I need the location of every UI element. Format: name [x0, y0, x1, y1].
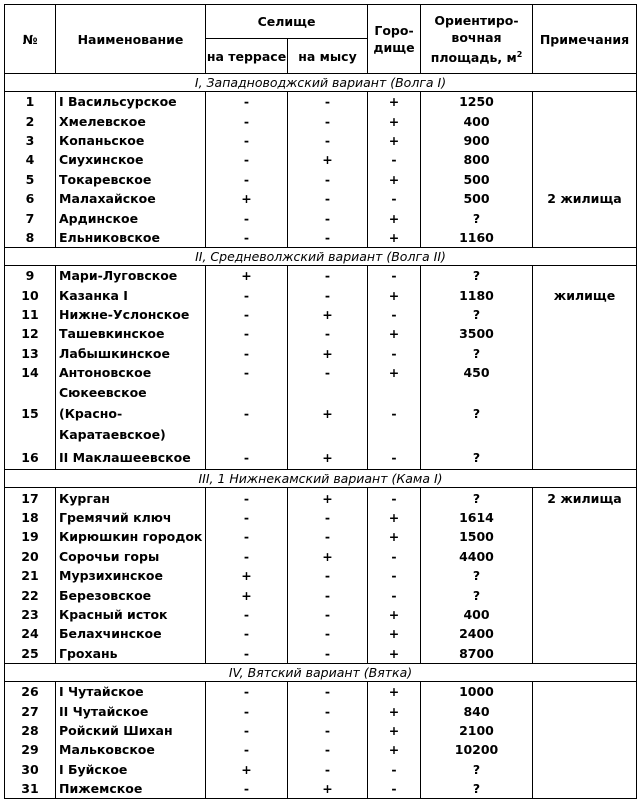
- cell-name: Пижемское: [56, 779, 206, 799]
- cell-cape: +: [288, 150, 368, 169]
- cell-area: ?: [421, 305, 533, 324]
- cell-fort: +: [368, 624, 421, 643]
- table-row: [5, 363, 637, 382]
- cell-num: 27: [5, 701, 56, 720]
- cell-terrace: +: [206, 760, 288, 779]
- cell-note: [533, 605, 637, 624]
- cell-num: 26: [5, 681, 56, 701]
- cell-cape: -: [288, 170, 368, 189]
- section-title: IV, Вятский вариант (Вятка): [5, 663, 637, 681]
- cell-fort: +: [368, 228, 421, 248]
- cell-terrace: -: [206, 286, 288, 305]
- cell-area: 800: [421, 150, 533, 169]
- cell-cape: -: [288, 527, 368, 546]
- cell-fort: -: [368, 547, 421, 566]
- table-row: [5, 760, 637, 779]
- settlements-table: [4, 4, 637, 799]
- section-rows: [5, 266, 637, 470]
- cell-fort: -: [368, 382, 421, 445]
- table-row: [5, 266, 637, 286]
- section-rows: [5, 92, 637, 248]
- section-3: [5, 470, 637, 488]
- cell-cape: -: [288, 363, 368, 382]
- cell-name: I Чутайское: [56, 681, 206, 701]
- cell-note: [533, 228, 637, 248]
- cell-terrace: -: [206, 644, 288, 664]
- cell-name: Мальковское: [56, 740, 206, 759]
- cell-num: 25: [5, 644, 56, 664]
- cell-name: Кирюшкин городок: [56, 527, 206, 546]
- cell-terrace: -: [206, 150, 288, 169]
- cell-name: Ройский Шихан: [56, 721, 206, 740]
- cell-name: Мари-Луговское: [56, 266, 206, 286]
- cell-terrace: -: [206, 344, 288, 363]
- cell-cape: -: [288, 740, 368, 759]
- header-fort: [368, 5, 421, 74]
- cell-note: [533, 701, 637, 720]
- cell-area: ?: [421, 779, 533, 799]
- section-title: II, Средневолжский вариант (Волга II): [5, 248, 637, 266]
- cell-name: Хмелевское: [56, 111, 206, 130]
- table-row: [5, 208, 637, 227]
- cell-fort: +: [368, 208, 421, 227]
- cell-fort: +: [368, 131, 421, 150]
- cell-fort: +: [368, 92, 421, 112]
- cell-area: ?: [421, 488, 533, 508]
- cell-fort: +: [368, 111, 421, 130]
- cell-area: 1500: [421, 527, 533, 546]
- header-settlements: Селище: [206, 5, 368, 39]
- table-row: [5, 111, 637, 130]
- cell-terrace: -: [206, 111, 288, 130]
- cell-area: 2400: [421, 624, 533, 643]
- cell-terrace: +: [206, 266, 288, 286]
- cell-area: 1250: [421, 92, 533, 112]
- cell-note: [533, 445, 637, 470]
- cell-num: 21: [5, 566, 56, 585]
- cell-num: 30: [5, 760, 56, 779]
- cell-area: 500: [421, 189, 533, 208]
- cell-fort: -: [368, 189, 421, 208]
- cell-num: 4: [5, 150, 56, 169]
- table-row: [5, 547, 637, 566]
- header-fort-line2: дище: [373, 40, 415, 55]
- cell-area: ?: [421, 344, 533, 363]
- cell-note: [533, 208, 637, 227]
- header-area-line1: Ориентиро-: [434, 12, 519, 28]
- table-row: [5, 779, 637, 799]
- table-row: [5, 605, 637, 624]
- table-row: [5, 585, 637, 604]
- cell-terrace: -: [206, 605, 288, 624]
- cell-area: ?: [421, 585, 533, 604]
- cell-num: 12: [5, 324, 56, 343]
- cell-note: [533, 779, 637, 799]
- cell-note: [533, 760, 637, 779]
- cell-terrace: +: [206, 566, 288, 585]
- cell-area: 2100: [421, 721, 533, 740]
- cell-fort: +: [368, 644, 421, 664]
- cell-fort: +: [368, 170, 421, 189]
- cell-name: II Чутайское: [56, 701, 206, 720]
- header-cape: на мысу: [288, 39, 368, 74]
- cell-fort: -: [368, 445, 421, 470]
- cell-area: ?: [421, 566, 533, 585]
- cell-cape: -: [288, 111, 368, 130]
- cell-area: 8700: [421, 644, 533, 664]
- cell-area: 10200: [421, 740, 533, 759]
- cell-num: 23: [5, 605, 56, 624]
- section-2: [5, 248, 637, 266]
- cell-terrace: -: [206, 363, 288, 382]
- section-rows: [5, 488, 637, 664]
- cell-name: Березовское: [56, 585, 206, 604]
- header-area-sup: 2: [516, 49, 523, 59]
- cell-name: Мурзихинское: [56, 566, 206, 585]
- cell-note: [533, 150, 637, 169]
- cell-note: жилище: [533, 286, 637, 305]
- cell-area: 400: [421, 605, 533, 624]
- cell-cape: +: [288, 382, 368, 445]
- cell-terrace: -: [206, 779, 288, 799]
- cell-num: 24: [5, 624, 56, 643]
- cell-terrace: +: [206, 189, 288, 208]
- cell-name: Курган: [56, 488, 206, 508]
- cell-name: Ташевкинское: [56, 324, 206, 343]
- cell-name: Грохань: [56, 644, 206, 664]
- cell-terrace: -: [206, 681, 288, 701]
- cell-num: 14: [5, 363, 56, 382]
- cell-cape: -: [288, 92, 368, 112]
- cell-num: 22: [5, 585, 56, 604]
- cell-num: 9: [5, 266, 56, 286]
- cell-note: [533, 363, 637, 382]
- cell-cape: -: [288, 189, 368, 208]
- cell-note: [533, 624, 637, 643]
- cell-num: 18: [5, 508, 56, 527]
- cell-name: Казанка I: [56, 286, 206, 305]
- cell-name: II Маклашеевское: [56, 445, 206, 470]
- cell-cape: +: [288, 779, 368, 799]
- cell-num: 31: [5, 779, 56, 799]
- cell-name: Нижне-Услонское: [56, 305, 206, 324]
- header-area-line2: вочная: [451, 29, 502, 45]
- table-row: [5, 701, 637, 720]
- cell-num: 17: [5, 488, 56, 508]
- cell-name: Ардинское: [56, 208, 206, 227]
- cell-fort: +: [368, 286, 421, 305]
- header-area-line3: [421, 46, 532, 66]
- cell-num: 8: [5, 228, 56, 248]
- cell-area: ?: [421, 760, 533, 779]
- cell-num: 29: [5, 740, 56, 759]
- cell-cape: -: [288, 508, 368, 527]
- cell-area: 500: [421, 170, 533, 189]
- cell-num: 6: [5, 189, 56, 208]
- cell-terrace: -: [206, 131, 288, 150]
- header-fort-line1: Горо-: [374, 23, 414, 38]
- table-row: [5, 508, 637, 527]
- cell-cape: -: [288, 644, 368, 664]
- cell-num: 15: [5, 382, 56, 445]
- cell-terrace: -: [206, 701, 288, 720]
- cell-cape: -: [288, 721, 368, 740]
- cell-note: [533, 131, 637, 150]
- cell-cape: -: [288, 681, 368, 701]
- table-row: [5, 740, 637, 759]
- section-4: [5, 663, 637, 681]
- cell-terrace: -: [206, 624, 288, 643]
- cell-note: 2 жилища: [533, 488, 637, 508]
- cell-num: 28: [5, 721, 56, 740]
- cell-fort: -: [368, 150, 421, 169]
- cell-name: Гремячий ключ: [56, 508, 206, 527]
- cell-fort: -: [368, 488, 421, 508]
- cell-note: [533, 170, 637, 189]
- cell-area: 4400: [421, 547, 533, 566]
- cell-note: [533, 305, 637, 324]
- cell-name: Лабышкинское: [56, 344, 206, 363]
- cell-note: [533, 92, 637, 112]
- cell-area: 900: [421, 131, 533, 150]
- cell-area: 1180: [421, 286, 533, 305]
- cell-terrace: -: [206, 508, 288, 527]
- cell-area: 1160: [421, 228, 533, 248]
- cell-cape: -: [288, 566, 368, 585]
- cell-terrace: -: [206, 721, 288, 740]
- cell-terrace: -: [206, 208, 288, 227]
- cell-area: ?: [421, 382, 533, 445]
- table-row: [5, 382, 637, 445]
- cell-terrace: -: [206, 445, 288, 470]
- cell-num: 5: [5, 170, 56, 189]
- table-row: [5, 228, 637, 248]
- table-row: [5, 150, 637, 169]
- table-row: [5, 286, 637, 305]
- cell-fort: +: [368, 527, 421, 546]
- header-area: [421, 5, 533, 74]
- cell-fort: +: [368, 363, 421, 382]
- cell-cape: -: [288, 208, 368, 227]
- cell-fort: +: [368, 721, 421, 740]
- cell-num: 10: [5, 286, 56, 305]
- cell-terrace: -: [206, 488, 288, 508]
- cell-note: [533, 721, 637, 740]
- section-rows: [5, 681, 637, 798]
- header-notes: Примечания: [533, 5, 637, 74]
- cell-terrace: -: [206, 92, 288, 112]
- table-row: [5, 488, 637, 508]
- cell-fort: +: [368, 605, 421, 624]
- table-row: [5, 170, 637, 189]
- cell-area: 3500: [421, 324, 533, 343]
- cell-note: 2 жилища: [533, 189, 637, 208]
- cell-note: [533, 111, 637, 130]
- cell-terrace: -: [206, 547, 288, 566]
- table-row: [5, 189, 637, 208]
- cell-note: [533, 508, 637, 527]
- cell-area: 400: [421, 111, 533, 130]
- table-row: [5, 644, 637, 664]
- table-row: [5, 721, 637, 740]
- cell-cape: +: [288, 305, 368, 324]
- cell-cape: -: [288, 266, 368, 286]
- cell-fort: +: [368, 681, 421, 701]
- cell-fort: +: [368, 701, 421, 720]
- cell-num: 1: [5, 92, 56, 112]
- cell-note: [533, 566, 637, 585]
- header-num: №: [5, 5, 56, 74]
- cell-num: 19: [5, 527, 56, 546]
- cell-name: I Васильсурское: [56, 92, 206, 112]
- cell-num: 20: [5, 547, 56, 566]
- section-title: I, Западноводжский вариант (Волга I): [5, 74, 637, 92]
- cell-cape: -: [288, 760, 368, 779]
- cell-name: Копаньское: [56, 131, 206, 150]
- cell-fort: +: [368, 740, 421, 759]
- cell-note: [533, 344, 637, 363]
- cell-note: [533, 585, 637, 604]
- cell-terrace: -: [206, 527, 288, 546]
- cell-fort: -: [368, 585, 421, 604]
- table-row: [5, 624, 637, 643]
- cell-name: Токаревское: [56, 170, 206, 189]
- cell-name: Белахчинское: [56, 624, 206, 643]
- cell-num: 2: [5, 111, 56, 130]
- cell-name: Сиухинское: [56, 150, 206, 169]
- cell-area: 1000: [421, 681, 533, 701]
- cell-note: [533, 382, 637, 445]
- table-row: [5, 92, 637, 112]
- cell-cape: -: [288, 131, 368, 150]
- cell-cape: -: [288, 324, 368, 343]
- cell-fort: -: [368, 344, 421, 363]
- cell-name: Сюкеевское (Красно-Каратаевское): [56, 382, 206, 445]
- cell-cape: -: [288, 701, 368, 720]
- cell-area: 1614: [421, 508, 533, 527]
- cell-note: [533, 527, 637, 546]
- cell-terrace: -: [206, 740, 288, 759]
- cell-name: Малахайское: [56, 189, 206, 208]
- cell-name: Антоновское: [56, 363, 206, 382]
- cell-area: 840: [421, 701, 533, 720]
- table-row: [5, 681, 637, 701]
- cell-name: I Буйское: [56, 760, 206, 779]
- cell-note: [533, 740, 637, 759]
- cell-num: 3: [5, 131, 56, 150]
- cell-name: Сорочьи горы: [56, 547, 206, 566]
- header-terrace: на террасе: [206, 39, 288, 74]
- cell-name: Ельниковское: [56, 228, 206, 248]
- cell-note: [533, 324, 637, 343]
- cell-fort: -: [368, 305, 421, 324]
- cell-note: [533, 266, 637, 286]
- cell-cape: +: [288, 547, 368, 566]
- cell-name: Красный исток: [56, 605, 206, 624]
- cell-cape: +: [288, 344, 368, 363]
- cell-note: [533, 547, 637, 566]
- cell-fort: -: [368, 779, 421, 799]
- cell-cape: +: [288, 445, 368, 470]
- cell-cape: -: [288, 624, 368, 643]
- cell-fort: +: [368, 324, 421, 343]
- cell-cape: -: [288, 228, 368, 248]
- cell-area: 450: [421, 363, 533, 382]
- cell-terrace: +: [206, 585, 288, 604]
- cell-cape: -: [288, 286, 368, 305]
- table-row: [5, 131, 637, 150]
- cell-terrace: -: [206, 382, 288, 445]
- cell-num: 7: [5, 208, 56, 227]
- section-1: [5, 74, 637, 92]
- cell-note: [533, 644, 637, 664]
- header-area-unit: площадь, м: [430, 50, 517, 66]
- cell-terrace: -: [206, 305, 288, 324]
- cell-fort: -: [368, 760, 421, 779]
- table-row: [5, 305, 637, 324]
- table-row: [5, 445, 637, 470]
- table-row: [5, 527, 637, 546]
- cell-num: 16: [5, 445, 56, 470]
- cell-fort: -: [368, 266, 421, 286]
- table-row: [5, 566, 637, 585]
- cell-cape: +: [288, 488, 368, 508]
- section-title: III, 1 Нижнекамский вариант (Кама I): [5, 470, 637, 488]
- cell-terrace: -: [206, 170, 288, 189]
- header-name: Наименование: [56, 5, 206, 74]
- cell-area: ?: [421, 445, 533, 470]
- table-row: [5, 324, 637, 343]
- cell-terrace: -: [206, 228, 288, 248]
- cell-fort: +: [368, 508, 421, 527]
- cell-cape: -: [288, 585, 368, 604]
- cell-fort: -: [368, 566, 421, 585]
- table-row: [5, 344, 637, 363]
- cell-area: ?: [421, 266, 533, 286]
- cell-area: ?: [421, 208, 533, 227]
- cell-num: 13: [5, 344, 56, 363]
- cell-cape: -: [288, 605, 368, 624]
- cell-num: 11: [5, 305, 56, 324]
- cell-terrace: -: [206, 324, 288, 343]
- cell-note: [533, 681, 637, 701]
